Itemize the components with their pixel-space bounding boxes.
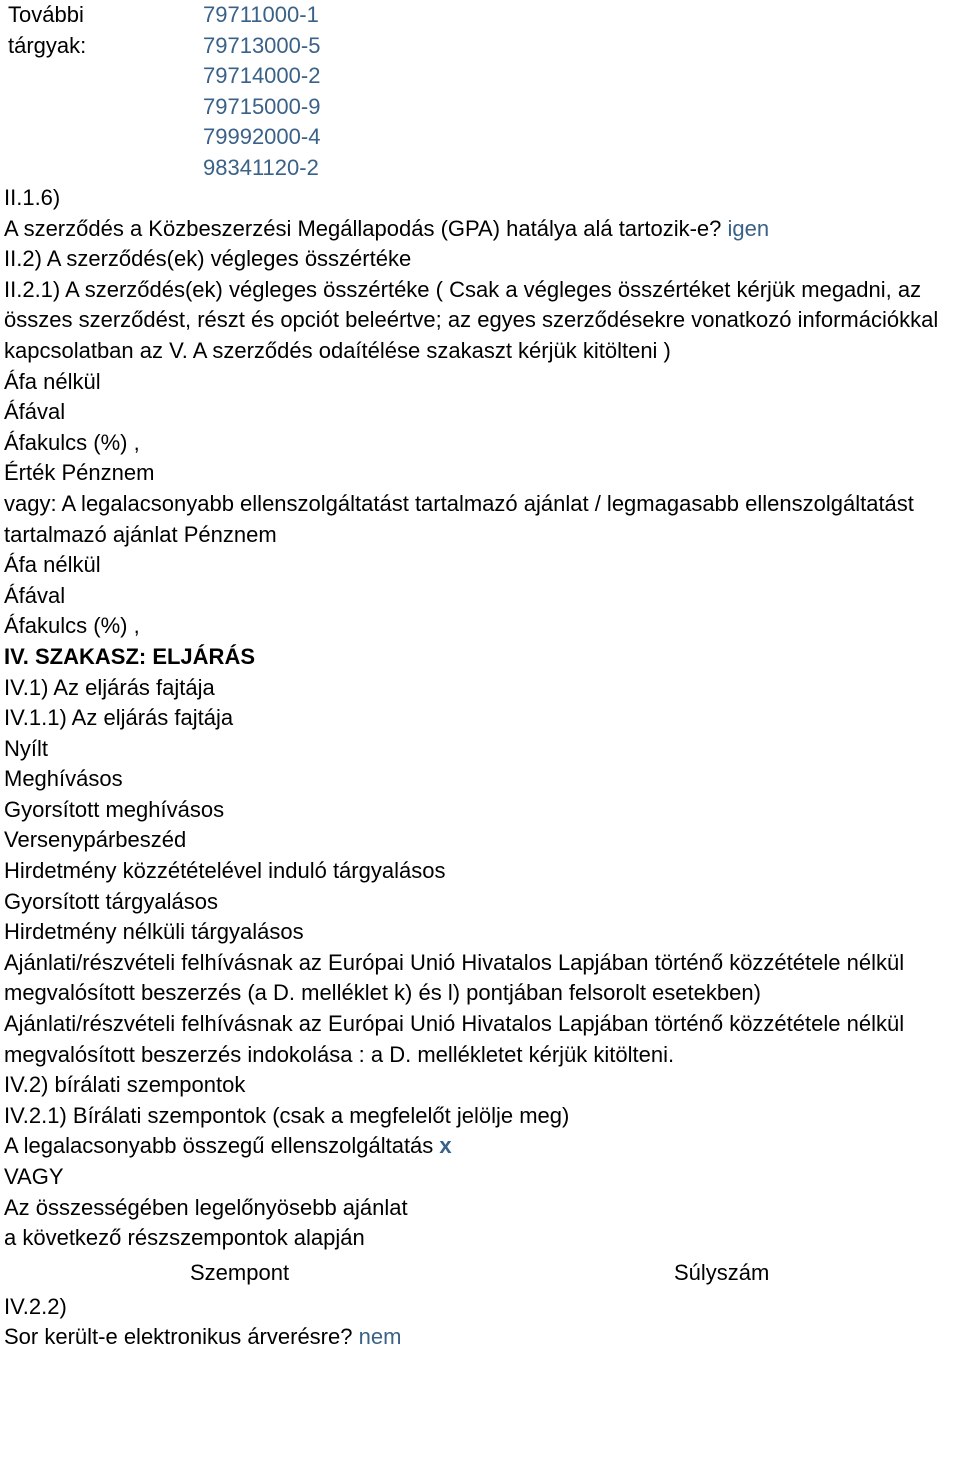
cpv-code: 98341120-2 (203, 154, 319, 180)
lowest-price-mark: x (439, 1133, 452, 1159)
vat-rate-label: Áfakulcs (%) , (4, 429, 140, 455)
procedure-sub-heading: IV.1.1) Az eljárás fajtája (4, 705, 234, 731)
cpv-code: 79711000-1 (203, 2, 319, 27)
cpv-code: 79992000-4 (203, 124, 321, 150)
procedure-type: Meghívásos (4, 766, 123, 792)
further-subjects-label-line: További (8, 2, 84, 27)
procedure-heading: IV.1) Az eljárás fajtája (4, 674, 215, 700)
procedure-justification-paragraph: Ajánlati/részvételi felhívásnak az Európai Unió Hivatalos Lapjában történő közzététele nélkül megvalósított beszerzés indokolása : a D. mellékletet kérjük kitölteni. (4, 1011, 905, 1067)
cpv-code-list (203, 0, 320, 184)
further-subjects-block (4, 0, 960, 183)
criteria-table-header (4, 1258, 960, 1292)
final-total-sub-heading: II.2.1) A szerződés(ek) végleges összértéke ( Csak a végleges összértéket kérjük megadni, az összes szerződést, részt és opciót beleértve; az egyes szerződésekre vonatkozó információkkal kapcsolatban az V. A szerződés odaítélése szakaszt kérjük kitölteni ) (4, 276, 939, 363)
procedure-type: Versenypárbeszéd (4, 827, 187, 853)
weight-column-header: Súlyszám (674, 1259, 770, 1285)
procedure-paragraph: Ajánlati/részvételi felhívásnak az Európai Unió Hivatalos Lapjában történő közzététele nélkül megvalósított beszerzés (a D. melléklet k) és l) pontjában felsorolt esetekben) (4, 949, 905, 1006)
vat-excluded-label: Áfa nélkül (4, 368, 101, 394)
procedure-type: Nyílt (4, 735, 48, 761)
procedure-type: Hirdetmény nélküli tárgyalásos (4, 919, 304, 945)
procedure-type: Gyorsított tárgyalásos (4, 888, 218, 914)
gpa-question-line (4, 214, 960, 245)
most-advantageous-label: Az összességében legelőnyösebb ajánlat (4, 1194, 408, 1220)
auction-heading: IV.2.2) (4, 1293, 67, 1319)
vat-included-label: Áfával (4, 399, 66, 425)
auction-answer: nem (358, 1324, 402, 1350)
final-total-heading: II.2) A szerződés(ek) végleges összértéke (4, 246, 412, 272)
cpv-code: 79714000-2 (203, 63, 321, 89)
gpa-question: A szerződés a Közbeszerzési Megállapodás (GPA) hatálya alá tartozik-e? (4, 215, 722, 241)
or-label: VAGY (4, 1164, 64, 1189)
further-subjects-label-line: tárgyak: (8, 32, 87, 58)
vat-included-label: Áfával (4, 582, 66, 608)
vat-rate-label: Áfakulcs (%) , (4, 613, 140, 639)
gpa-heading: II.1.6) (4, 185, 61, 210)
procedure-type: Gyorsított meghívásos (4, 796, 225, 822)
cpv-code: 79715000-9 (203, 93, 321, 119)
lowest-price-line (4, 1131, 960, 1162)
criteria-heading: IV.2) bírálati szempontok (4, 1072, 246, 1098)
cpv-code: 79713000-5 (203, 32, 321, 58)
vat-excluded-label: Áfa nélkül (4, 552, 101, 578)
sub-criteria-label: a következő részszempontok alapján (4, 1225, 365, 1251)
procedure-type: Hirdetmény közzétételével induló tárgyalásos (4, 858, 446, 884)
value-currency-label: Érték Pénznem (4, 460, 155, 486)
gpa-answer: igen (727, 215, 770, 241)
criterion-column-header: Szempont (190, 1259, 290, 1285)
auction-question: Sor került-e elektronikus árverésre? (4, 1324, 353, 1350)
criteria-sub-heading: IV.2.1) Bírálati szempontok (csak a megfelelőt jelölje meg) (4, 1102, 570, 1128)
section-title: IV. SZAKASZ: ELJÁRÁS (4, 643, 256, 669)
auction-question-line (4, 1322, 960, 1353)
lowest-highest-offer-text: vagy: A legalacsonyabb ellenszolgáltatást tartalmazó ajánlat / legmagasabb ellenszolgáltatást tartalmazó ajánlat Pénznem (4, 490, 914, 547)
lowest-price-label: A legalacsonyabb összegű ellenszolgáltatás (4, 1133, 434, 1159)
further-subjects-label (8, 0, 128, 61)
